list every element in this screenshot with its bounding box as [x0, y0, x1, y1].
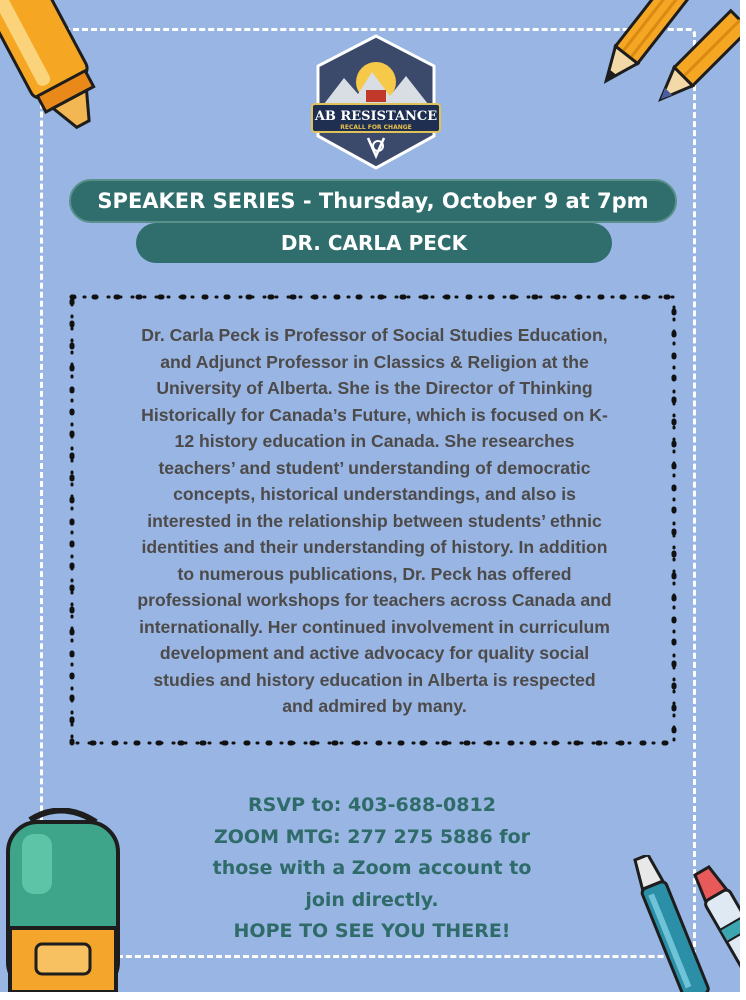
zoom-line-1: ZOOM MTG: 277 275 5886 for [213, 825, 530, 848]
ab-resistance-logo [310, 32, 442, 172]
bio-line: and Adjunct Professor in Classics & Religion at the [160, 351, 589, 372]
bio-line: identities and their understanding of history. In addition [141, 537, 608, 557]
bio-line: Historically for Canada’s Future, which is focused on K- [141, 404, 608, 425]
speaker-name-banner: DR. CARLA PECK [136, 223, 612, 263]
bio-line: 12 history education in Canada. She researches [174, 431, 575, 451]
pens-icon [600, 855, 740, 992]
pencils-icon [590, 0, 740, 125]
bio-line: interested in the relationship between students’ ethnic [147, 510, 602, 531]
backpack-icon [0, 808, 125, 992]
closing-line: HOPE TO SEE YOU THERE! [233, 920, 511, 942]
bio-line: concepts, historical understandings, and also is [173, 484, 576, 504]
logo-tagline: RECALL FOR CHANGE [340, 124, 412, 131]
bio-line: studies and history education in Alberta is respected [153, 669, 596, 690]
zoom-line-2: those with a Zoom account to [212, 857, 532, 879]
logo-title: AB RESISTANCE [314, 109, 438, 124]
bio-line: and admired by many. [282, 696, 467, 716]
bio-line: development and active advocacy for quality social [159, 643, 590, 663]
bio-line: professional workshops for teachers across Canada and [137, 590, 612, 610]
bio-line: University of Alberta. She is the Director of Thinking [156, 378, 593, 398]
speaker-bio [98, 322, 651, 720]
bio-line: Dr. Carla Peck is Professor of Social Studies Education, [141, 325, 608, 345]
rsvp-section [180, 790, 564, 948]
bio-line: to numerous publications, Dr. Peck has offered [177, 563, 572, 584]
bio-line: teachers’ and student’ understanding of democratic [158, 457, 591, 478]
rsvp-phone: RSVP to: 403-688-0812 [248, 794, 496, 816]
zoom-line-3: join directly. [305, 888, 439, 911]
highlighter-icon [0, 0, 110, 150]
bio-line: internationally. Her continued involvement in curriculum [139, 616, 610, 637]
event-banner: SPEAKER SERIES - Thursday, October 9 at 7pm [69, 179, 677, 223]
